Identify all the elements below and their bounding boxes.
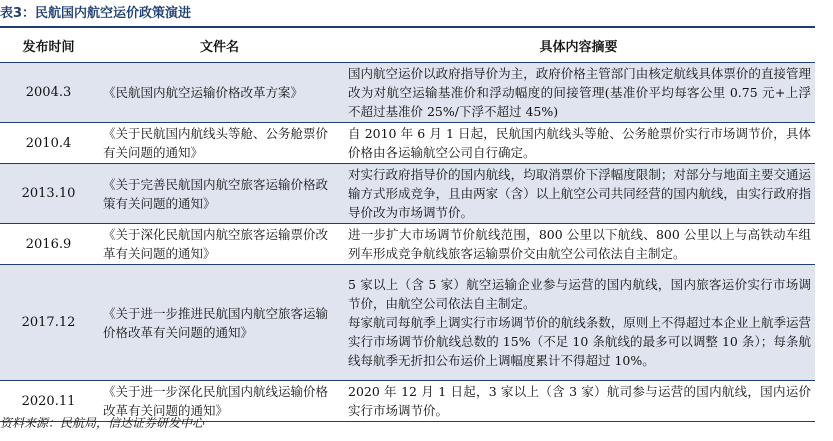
summary-cell: 国内航空运价以政府指导价为主，政府价格主管部门由核定航线具体票价的直接管理改为对航空运输基准价和浮动幅度的间接管理(基准价平均每客公里 0.75 元+上浮不超过基准价 25%/下浮不超过 45%): [342, 63, 815, 123]
policy-table: [0, 26, 815, 422]
table-row: [0, 164, 815, 224]
document-cell: 《关于民航国内航线头等舱、公务舱票价有关问题的通知》: [97, 123, 342, 164]
date-cell: 2004.3: [0, 63, 97, 123]
date-cell: 2016.9: [0, 224, 97, 265]
summary-paragraph: 每家航司每航季上调实行市场调节价的航线条数，原则上不得超过本企业上航季运营实行市场调节价航线总数的 15%（不足 10 条航线的最多可以调整 10 条）；每条航线每航季无折扣公布运价上调幅度累计不得超过 10%。: [348, 315, 811, 368]
date-cell: 2010.4: [0, 123, 97, 164]
date-cell: 2020.11: [0, 381, 97, 422]
document-cell: 《民航国内航空运输价格改革方案》: [97, 63, 342, 123]
summary-cell: 对实行政府指导价的国内航线，均取消票价下浮幅度限制；对部分与地面主要交通运输方式形成竞争，且由两家（含）以上航空公司共同经营的国内航线，由实行政府指导价改为市场调节价。: [342, 164, 815, 224]
summary-cell: 自 2010 年 6 月 1 日起，民航国内航线头等舱、公务舱票价实行市场调节价，具体价格由各运输航空公司自行确定。: [342, 123, 815, 164]
date-cell: 2017.12: [0, 265, 97, 381]
header-date: 发布时间: [0, 27, 97, 63]
header-document: 文件名: [97, 27, 342, 63]
date-cell: 2013.10: [0, 164, 97, 224]
table-row: [0, 123, 815, 164]
document-cell: 《关于进一步推进民航国内航空旅客运输价格改革有关问题的通知》: [97, 265, 342, 381]
document-cell: 《关于进一步深化民航国内航线运输价格改革有关问题的通知》: [97, 381, 342, 422]
table-title: 表3：民航国内航空运价政策演进: [0, 6, 192, 21]
summary-cell: 2020 年 12 月 1 日起，3 家以上（含 3 家）航司参与运营的国内航线，国内运价实行市场调节价。: [342, 381, 815, 422]
header-summary: 具体内容摘要: [342, 27, 815, 63]
document-cell: 《关于深化民航国内航空旅客运输票价改革有关问题的通知》: [97, 224, 342, 265]
document-cell: 《关于完善民航国内航空旅客运输价格政策有关问题的通知》: [97, 164, 342, 224]
summary-paragraph: 5 家以上（含 5 家）航空运输企业参与运营的国内航线，国内旅客运价实行市场调节价，由航空公司依法自主制定。: [348, 277, 811, 311]
summary-cell: [342, 265, 815, 381]
table-row: [0, 265, 815, 381]
header-row: [0, 27, 815, 63]
summary-cell: 进一步扩大市场调节价航线范围，800 公里以下航线、800 公里以上与高铁动车组列车形成竞争航线旅客运输票价交由航空公司依法自主制定。: [342, 224, 815, 265]
source-note: 资料来源：民航局，信达证券研发中心: [0, 416, 205, 430]
table-row: [0, 224, 815, 265]
table-row: [0, 63, 815, 123]
